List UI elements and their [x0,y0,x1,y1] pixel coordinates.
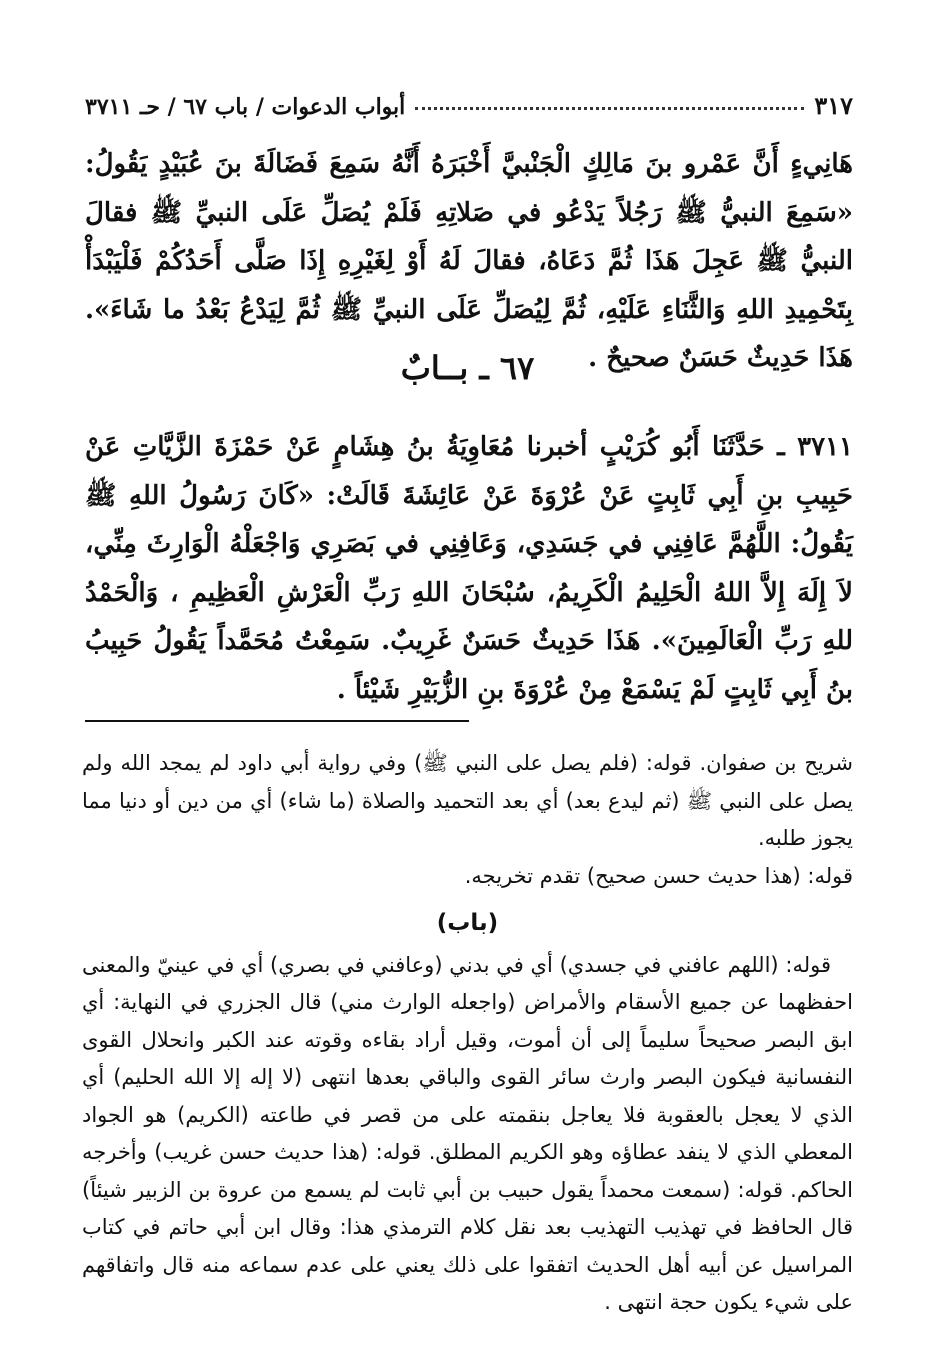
commentary-section [82,745,853,1322]
running-title: أبواب الدعوات / باب ٦٧ / حـ ٣٧١١ [85,94,406,120]
footnote-separator [85,720,469,722]
commentary-subheading: (باب) [436,910,499,936]
continuation-text: هَانِيءٍ أَنَّ عَمْرو بنَ مَالِكٍ الْجَنْبيَّ أَخْبَرَهُ أَنَّهُ سَمِعَ فَضَالَةَ بنَ عُبَيْدٍ يَقُولُ: «سَمِعَ النبيُّ ﷺ رَجُلاً يَدْعُو في صَلاتِهِ فَلَمْ يُصَلِّ عَلَى النبيِّ ﷺ فقالَ النبيُّ ﷺ عَجِلَ هَذَا ثُمَّ دَعَاهُ، فقالَ لَهُ أَوْ لِغَيْرِهِ إِذَا صَلَّى أَحَدُكُمْ فَلْيَبْدَأْ بِتَحْمِيدِ اللهِ وَالثَّنَاءِ عَلَيْهِ، ثُمَّ لِيُصَلِّ عَلَى النبيِّ ﷺ ثُمَّ لِيَدْعُ بَعْدُ ما شَاءَ». هَذَا حَدِيثٌ حَسَنٌ صحيحٌ . [85,149,853,373]
hadith-3711 [85,423,853,714]
commentary-paragraph-3: قوله: (اللهم عافني في جسدي) أي في بدني (وعافني في بصري) أي في عينيّ والمعنى احفظهما عن جميع الأسقام والأمراض (واجعله الوارث مني) قال الجزري في النهاية: أي ابق البصر صحيحاً سليماً إلى أن أموت، وقيل أراد بقاءه وقوته عند الكبر وانحلال القوى النفسانية فيكون البصر وارث سائر القوى والباقي بعدها انتهى (لا إله إلا الله الحليم) أي الذي لا يعجل بالعقوبة فلا يعاجل بنقمته على من قصر في طاعته (الكريم) هو الجواد المعطي الذي لا ينفد عطاؤه وهو الكريم المطلق. قوله: (هذا حديث حسن غريب) وأخرجه الحاكم. قوله: (سمعت محمداً يقول حبيب بن أبي ثابت لم يسمع من عروة بن الزبير شيئاً) قال الحافظ في تهذيب التهذيب بعد نقل كلام الترمذي هذا: وقال ابن أبي حاتم في كتاب المراسيل عن أبيه أهل الحديث اتفقوا على ذلك يعني على عدم سماعه منه قال واتفاقهم على شيء يكون حجة انتهى . [82,952,853,1314]
commentary-paragraph-1: شريح بن صفوان. قوله: (فلم يصل على النبي ﷺ) وفي رواية أبي داود لم يمجد الله ولم يصل على النبي ﷺ (ثم ليدع بعد) أي بعد التحميد والصلاة (ما شاء) أي من دين أو دنيا مما يجوز طلبه. [82,751,853,850]
header-leader-dots [415,107,804,110]
commentary-paragraph-2: قوله: (هذا حديث حسن صحيح) تقدم تخريجه. [464,863,853,888]
page-number: ٣١٧ [814,91,853,120]
chapter-heading: ٦٧ ـ بــابٌ [400,349,535,387]
page-header [85,80,853,120]
hadith-text: ٣٧١١ ـ حَدَّثَنَا أَبُو كُرَيْبٍ أخبرنا مُعَاوِيَةُ بنُ هِشَامٍ عَنْ حَمْزَةَ الزَّيَّاتِ عَنْ حَبِيبِ بنِ أَبِي ثَابِتٍ عَنْ عُرْوَةَ عَنْ عَائِشَةَ قَالَتْ: «كَانَ رَسُولُ اللهِ ﷺ يَقُولُ: اللَّهُمَّ عَافِنِي في جَسَدِي، وَعَافِنِي في بَصَرِي وَاجْعَلْهُ الْوَارِثَ مِنِّي، لاَ إِلَهَ إِلاَّ اللهُ الْحَلِيمُ الْكَرِيمُ، سُبْحَانَ اللهِ رَبِّ الْعَرْشِ الْعَظِيمِ ، وَالْحَمْدُ للهِ رَبِّ الْعَالَمِينَ». هَذَا حَدِيثٌ حَسَنٌ غَرِيبٌ. سَمِعْتُ مُحَمَّداً يَقُولُ حَبِيبُ بنُ أَبِي ثَابِتٍ لَمْ يَسْمَعْ مِنْ عُرْوَةَ بنِ الزُّبَيْرِ شَيْئاً . [85,432,853,705]
hadith-continuation [85,140,853,383]
